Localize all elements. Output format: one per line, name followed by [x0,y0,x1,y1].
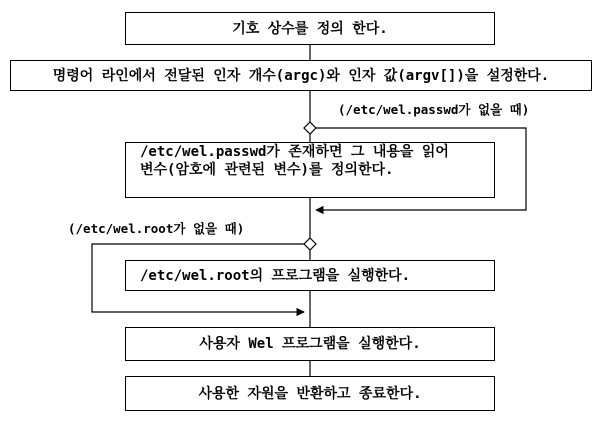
step-run-root: /etc/wel.root의 프로그램을 실행한다. [125,260,495,291]
step-define-constants: 기호 상수를 정의 한다. [125,12,495,45]
step-release-resources: 사용한 자원을 반환하고 종료한다. [125,376,495,411]
condition-no-passwd: (/etc/wel.passwd가 없을 때) [338,102,530,117]
step-read-passwd-line-1: /etc/wel.passwd가 존재하면 그 내용을 읽어 [140,144,449,160]
step-set-args: 명령어 라인에서 전달된 인자 개수(argc)와 인자 값(argv[])을 설정한다. [10,60,592,91]
step-run-user-wel: 사용자 Wel 프로그램을 실행한다. [125,327,495,361]
decision-diamond-passwd [304,122,316,134]
decision-diamond-root [304,238,316,250]
step-read-passwd-line-2: 변수(암호에 관련된 변수)를 정의한다. [140,162,394,178]
condition-no-root: (/etc/wel.root가 없을 때) [68,221,245,236]
step-read-passwd [125,142,495,198]
